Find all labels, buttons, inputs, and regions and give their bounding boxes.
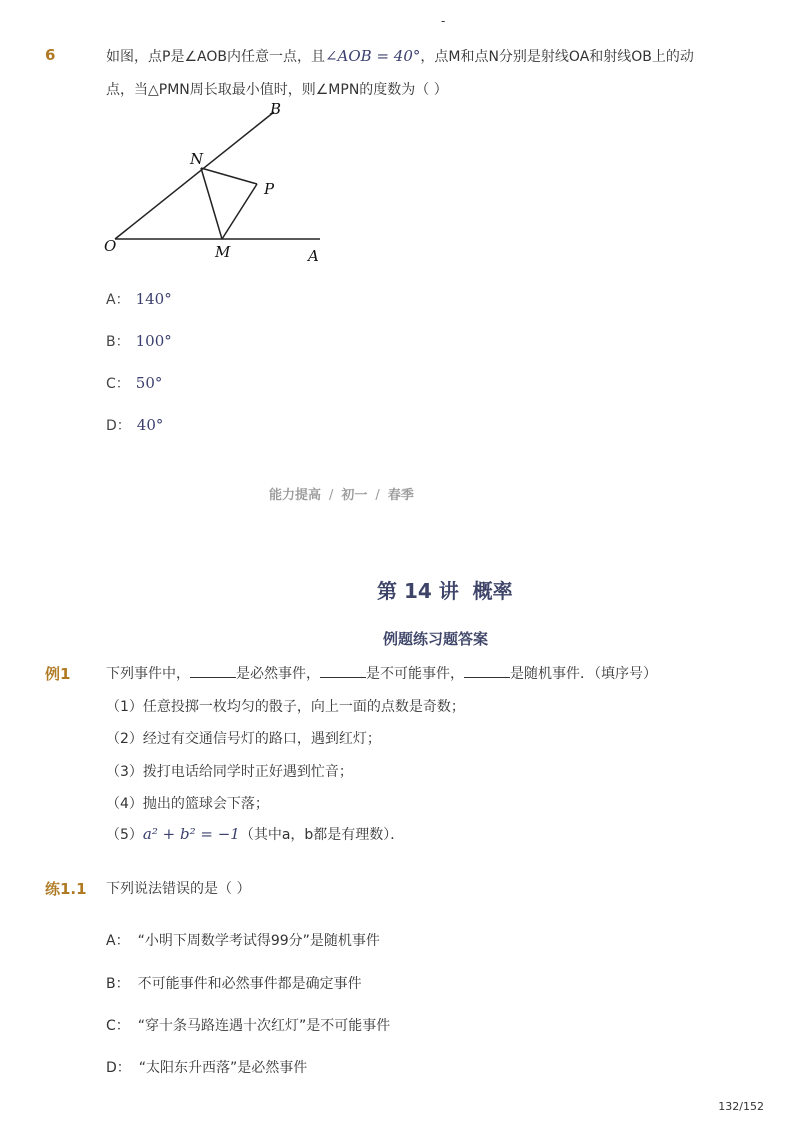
- breadcrumb-separator: /: [329, 488, 334, 503]
- page-number: 132/152: [718, 1100, 764, 1113]
- breadcrumb-item[interactable]: 能力提高: [269, 488, 322, 503]
- list-item: （2）经过有交通信号灯的路口，遇到红灯；: [106, 731, 381, 747]
- practice-number: 练1.1: [45, 880, 87, 898]
- stem-text: 如图，点P是∠AOB内任意一点，且: [106, 49, 325, 65]
- label-a: A: [308, 247, 319, 265]
- option-c[interactable]: [106, 1015, 390, 1035]
- segment-pm: [222, 184, 257, 239]
- label-n: N: [190, 150, 204, 168]
- option-d[interactable]: [106, 415, 163, 435]
- breadcrumb-item[interactable]: 春季: [387, 488, 414, 503]
- segment-np: [201, 168, 257, 184]
- option-text: “太阳东升西落”是必然事件: [138, 1060, 308, 1076]
- question-stem-line2: 点，当△PMN周长取最小值时，则∠MPN的度数为（ ）: [106, 82, 448, 98]
- list-item: （1）任意投掷一枚均匀的骰子，向上一面的点数是奇数；: [106, 699, 465, 715]
- option-value: 50°: [135, 374, 163, 392]
- answer-blank[interactable]: [464, 665, 510, 678]
- label-o: O: [104, 237, 117, 255]
- option-label: B：: [106, 976, 130, 992]
- option-value: 100°: [135, 332, 172, 350]
- label-m: M: [215, 243, 231, 261]
- label-p: P: [264, 180, 275, 198]
- angle-formula: ∠AOB = 40°: [324, 47, 421, 65]
- option-c[interactable]: [106, 373, 162, 393]
- breadcrumb-separator: /: [375, 488, 380, 503]
- option-label: C：: [106, 1018, 130, 1034]
- list-item: （4）抛出的篮球会下落；: [106, 796, 269, 812]
- option-label: C：: [106, 376, 130, 392]
- option-text: “穿十条马路连遇十次红灯”是不可能事件: [137, 1018, 391, 1034]
- segment-nm: [201, 168, 222, 239]
- equation: a² + b² = −1: [142, 825, 240, 843]
- option-d[interactable]: [106, 1057, 307, 1077]
- ray-ob: [115, 112, 274, 239]
- example-number: 例1: [45, 665, 71, 683]
- option-value: 140°: [135, 290, 172, 308]
- label-b: B: [270, 100, 282, 118]
- stem-text: 是必然事件，: [236, 666, 320, 682]
- item-prefix: （5）: [106, 827, 143, 843]
- question-number: 6: [45, 46, 56, 64]
- option-b[interactable]: [106, 331, 172, 351]
- option-b[interactable]: [106, 973, 362, 993]
- option-label: A：: [106, 292, 130, 308]
- practice-stem: 下列说法错误的是（ ）: [106, 881, 251, 897]
- answer-blank[interactable]: [190, 665, 236, 678]
- option-label: A：: [106, 933, 130, 949]
- example-stem: [106, 663, 657, 683]
- option-label: B：: [106, 334, 130, 350]
- stem-text: 下列事件中，: [106, 666, 190, 682]
- top-mark: -: [441, 14, 446, 28]
- answer-blank[interactable]: [320, 665, 366, 678]
- item-text: （其中a，b都是有理数）．: [239, 827, 405, 843]
- list-item: （3）拨打电话给同学时正好遇到忙音；: [106, 764, 353, 780]
- breadcrumb: [269, 484, 414, 503]
- option-a[interactable]: [106, 289, 172, 309]
- stem-text: 是随机事件．（填序号）: [510, 666, 657, 682]
- lecture-title: 第 14 讲 概率: [377, 579, 513, 603]
- breadcrumb-item[interactable]: 初一: [341, 488, 368, 503]
- option-label: D：: [106, 1060, 131, 1076]
- option-text: 不可能事件和必然事件都是确定事件: [137, 976, 362, 992]
- question-stem-line1: [106, 46, 694, 66]
- stem-text: ，点M和点N分别是射线OA和射线OB上的动: [420, 49, 694, 65]
- stem-text: 是不可能事件，: [366, 666, 464, 682]
- option-text: “小明下周数学考试得99分”是随机事件: [137, 933, 380, 949]
- list-item: [106, 824, 404, 844]
- section-title: 例题练习题答案: [383, 630, 489, 648]
- option-label: D：: [106, 418, 131, 434]
- option-a[interactable]: [106, 930, 380, 950]
- option-value: 40°: [136, 416, 164, 434]
- geometry-figure: [100, 100, 340, 270]
